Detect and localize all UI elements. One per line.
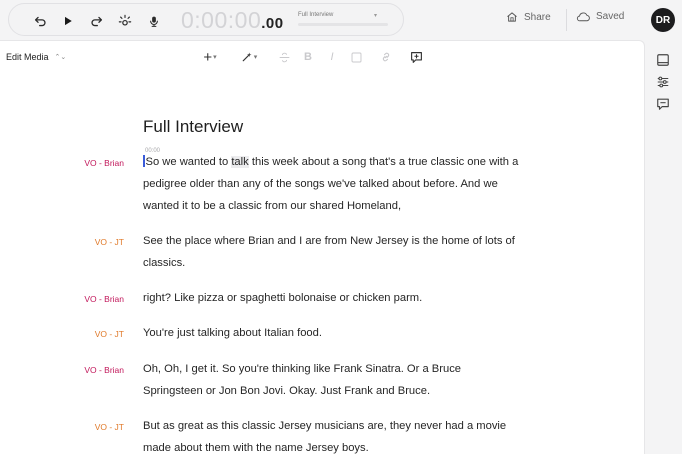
- sliders-icon: [656, 75, 670, 89]
- paragraph-text-segment: So we wanted to: [145, 156, 232, 168]
- bold-button[interactable]: B: [304, 51, 312, 63]
- play-icon[interactable]: [59, 12, 77, 30]
- chevron-down-icon: ▾: [213, 54, 217, 61]
- text-cursor: [143, 155, 145, 167]
- link-button[interactable]: [379, 49, 393, 65]
- sparkle-icon[interactable]: [116, 12, 134, 30]
- document-editor: [0, 40, 645, 454]
- header-divider: [566, 9, 567, 31]
- redo-icon[interactable]: [87, 12, 105, 30]
- speaker-label[interactable]: VO - JT: [94, 237, 124, 247]
- paragraph-text[interactable]: You're just talking about Italian food.: [143, 327, 322, 339]
- panel-icon: [656, 53, 670, 67]
- speaker-label[interactable]: VO - Brian: [84, 365, 124, 375]
- panel-toggle-button[interactable]: [655, 52, 671, 68]
- house-share-icon: [506, 11, 518, 23]
- right-sidebar: [646, 40, 682, 454]
- paragraph-text[interactable]: Oh, Oh, I get it. So you're thinking like Frank Sinatra. Or a Bruce Springsteen or Jon Bon Jovi. Okay. Just Frank and Bruce.: [143, 363, 462, 397]
- comments-button[interactable]: [655, 96, 671, 112]
- transport-bar: [8, 3, 404, 36]
- settings-sliders-button[interactable]: [655, 74, 671, 90]
- cursor-timestamp: 00:00: [145, 148, 161, 154]
- chevron-down-icon[interactable]: ▾: [374, 13, 378, 19]
- speaker-label[interactable]: VO - Brian: [84, 158, 124, 168]
- paragraph-text[interactable]: [143, 151, 523, 217]
- speaker-label[interactable]: VO - JT: [94, 329, 124, 339]
- strikethrough-icon: [279, 52, 290, 63]
- strikethrough-button[interactable]: [277, 49, 291, 65]
- image-icon: [351, 52, 362, 63]
- speaker-label[interactable]: VO - Brian: [84, 294, 124, 304]
- share-label: Share: [524, 11, 551, 23]
- plus-icon: +: [203, 48, 213, 66]
- insert-button[interactable]: [199, 49, 221, 65]
- timecode-main: 0:00:00: [181, 7, 262, 33]
- composition-progress-track: [298, 23, 388, 26]
- edit-media-dropdown[interactable]: [6, 52, 66, 62]
- document-title[interactable]: Full Interview: [143, 117, 244, 136]
- timecode-milliseconds: .00: [261, 15, 284, 32]
- share-button[interactable]: [506, 11, 551, 23]
- avatar[interactable]: DR: [651, 8, 675, 32]
- chat-icon: [656, 97, 670, 111]
- saved-status: [576, 11, 624, 22]
- edit-media-label: Edit Media: [6, 52, 49, 62]
- timecode-display: [181, 7, 284, 34]
- paragraph-text[interactable]: right? Like pizza or spaghetti bolonaise or chicken parm.: [143, 292, 423, 304]
- add-comment-button[interactable]: [408, 49, 424, 65]
- comment-plus-icon: [410, 51, 423, 64]
- paragraph-text[interactable]: See the place where Brian and I are from New Jersey is the home of lots of classics.: [143, 235, 515, 269]
- wand-icon: [241, 51, 253, 63]
- italic-button[interactable]: I: [330, 51, 334, 63]
- composition-selector[interactable]: Full Interview: [298, 12, 334, 18]
- cloud-icon: [576, 11, 590, 22]
- speaker-label[interactable]: VO - JT: [94, 422, 124, 432]
- microphone-icon[interactable]: [145, 12, 163, 30]
- wand-tool-button[interactable]: [236, 49, 262, 65]
- updown-chevron-icon: ⌃⌄: [54, 54, 67, 61]
- undo-icon[interactable]: [31, 12, 49, 30]
- highlighted-word: talk: [231, 156, 249, 168]
- paragraph-text-segment: this week about a song that's a true classic one with a pedigree older than any of the songs we've talked about before. And we wanted it to be a classic from our shared Homeland,: [143, 156, 519, 212]
- image-button[interactable]: [349, 49, 363, 65]
- saved-label: Saved: [596, 11, 625, 22]
- paragraph-text[interactable]: But as great as this classic Jersey musicians are, they never had a movie made about them with the name Jersey boys.: [143, 420, 507, 454]
- chevron-down-icon: ▾: [253, 54, 258, 61]
- top-bar: [0, 0, 682, 40]
- link-icon: [380, 51, 392, 63]
